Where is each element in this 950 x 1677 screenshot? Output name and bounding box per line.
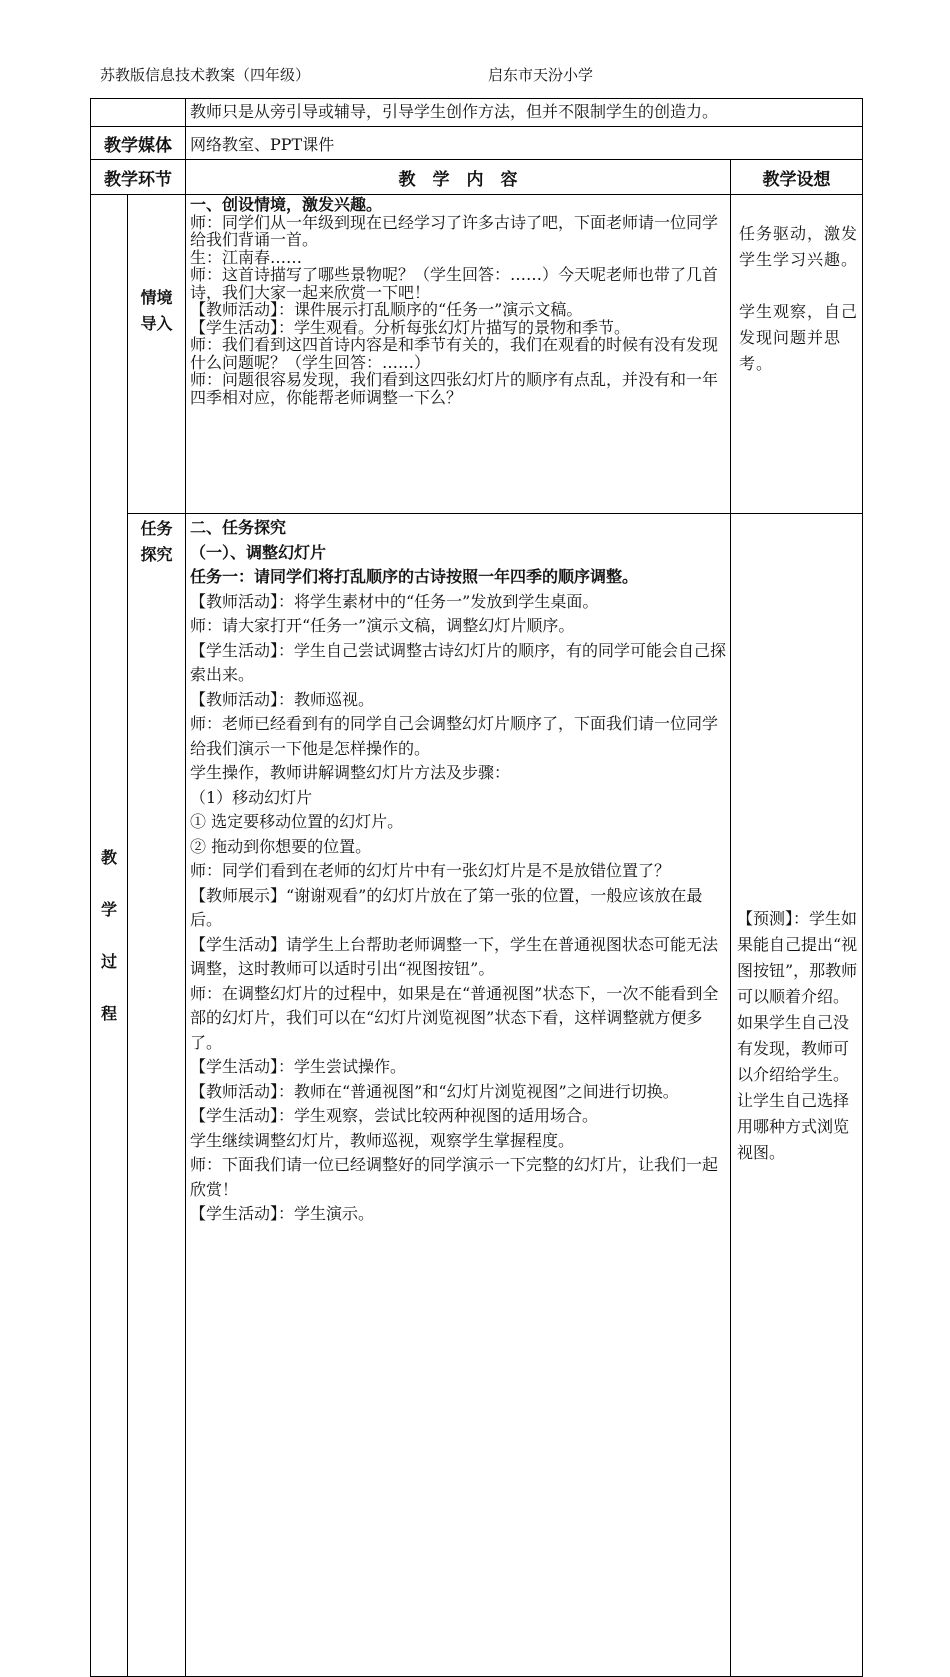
section2-line: 【教师活动】：将学生素材中的“任务一”发放到学生桌面。 <box>190 591 599 611</box>
section2-line: 【学生活动】请学生上台帮助老师调整一下，学生在普通视图状态可能无法调整，这时教师可以适时引出“视图按钮”。 <box>190 934 719 978</box>
media-label: 教学媒体 <box>91 127 186 160</box>
section2-label-text: 任务探究 <box>140 519 173 564</box>
section2-line: 【学生活动】：学生观察，尝试比较两种视图的适用场合。 <box>190 1106 599 1125</box>
section2-note: 【预测】：学生如果能自己提出“视图按钮”，那教师可以顺着介绍。如果学生自己没有发现，教师可以介绍给学生。让学生自己选择用哪种方式浏览视图。 <box>737 909 858 1162</box>
intro-row <box>91 99 863 127</box>
section2-line: 【教师活动】：教师巡视。 <box>190 689 375 709</box>
section2-line: 【学生活动】：学生尝试操作。 <box>190 1057 407 1076</box>
col-stage-header: 教学环节 <box>91 160 186 195</box>
section1-line: 生：江南春…… <box>190 247 303 267</box>
section2-subheading: （一）、调整幻灯片 <box>190 542 327 562</box>
section2-line: 师：请大家打开“任务一”演示文稿，调整幻灯片顺序。 <box>190 616 575 635</box>
section2-row <box>91 514 863 1677</box>
section1-label <box>128 195 186 514</box>
intro-empty-cell <box>91 99 186 127</box>
col-design-header: 教学设想 <box>731 160 863 195</box>
section2-line: 【学生活动】：学生自己尝试调整古诗幻灯片的顺序，有的同学可能会自己探索出来。 <box>190 640 727 684</box>
section2-line: 学生操作，教师讲解调整幻灯片方法及步骤： <box>190 763 511 782</box>
section2-content <box>186 514 731 1677</box>
section1-notes <box>731 195 863 514</box>
section1-line: 师：同学们从一年级到现在已经学习了许多古诗了吧，下面老师请一位同学给我们背诵一首。 <box>190 212 719 249</box>
lesson-plan-table <box>90 98 863 1677</box>
media-row <box>91 127 863 160</box>
media-value: 网络教室、PPT课件 <box>186 127 863 160</box>
section2-line: 师：老师已经看到有的同学自己会调整幻灯片顺序了，下面我们请一位同学给我们演示一下他是怎样操作的。 <box>190 714 719 758</box>
section2-line: 学生继续调整幻灯片，教师巡视，观察学生掌握程度。 <box>190 1130 575 1150</box>
process-char-1: 教 <box>100 847 117 867</box>
page-header <box>100 64 860 88</box>
column-header-row <box>91 160 863 195</box>
section2-heading: 二、任务探究 <box>190 518 287 537</box>
intro-text: 教师只是从旁引导或辅导，引导学生创作方法，但并不限制学生的创造力。 <box>186 99 863 127</box>
section1-line: 师：这首诗描写了哪些景物呢？（学生回答：……）今天呢老师也带了几首诗，我们大家一起来欣赏一下吧！ <box>190 265 719 302</box>
section2-line: 【教师活动】：教师在“普通视图”和“幻灯片浏览视图”之间进行切换。 <box>190 1081 679 1101</box>
section1-content <box>186 195 731 514</box>
section2-line: 师：在调整幻灯片的过程中，如果是在“普通视图”状态下，一次不能看到全部的幻灯片，我们可以在“幻灯片浏览视图”状态下看，这样调整就方便多了。 <box>190 983 719 1052</box>
section1-heading: 一、创设情境，激发兴趣。 <box>190 195 383 214</box>
section2-line: 【学生活动】：学生演示。 <box>190 1204 375 1223</box>
header-left: 苏教版信息技术教案（四年级） <box>100 66 311 84</box>
section1-note-2: 学生观察，自己发现问题并思考。 <box>739 302 859 373</box>
section1-note-1: 任务驱动，激发学生学习兴趣。 <box>739 224 859 269</box>
section1-label-text: 情境导入 <box>140 288 173 333</box>
section1-line: 【教师活动】：课件展示打乱顺序的“任务一”演示文稿。 <box>190 300 583 319</box>
section2-line: （1）移动幻灯片 <box>190 787 313 807</box>
section1-row <box>91 195 863 514</box>
col-content-header: 教 学 内 容 <box>186 160 731 195</box>
section2-line: ② 拖动到你想要的位置。 <box>190 836 372 856</box>
section1-line: 【学生活动】：学生观看。分析每张幻灯片描写的景物和季节。 <box>190 317 631 337</box>
process-char-4: 程 <box>100 1003 117 1023</box>
section1-line: 师：问题很容易发现，我们看到这四张幻灯片的顺序有点乱，并没有和一年四季相对应，你能帮老师调整一下么？ <box>190 370 719 407</box>
process-char-3: 过 <box>100 951 117 971</box>
section1-line: 师：我们看到这四首诗内容是和季节有关的，我们在观看的时候有没有发现什么问题呢？（学生回答：……） <box>190 335 719 372</box>
section2-line: 【教师展示】“谢谢观看”的幻灯片放在了第一张的位置，一般应该放在最后。 <box>190 885 703 929</box>
header-right: 启东市天汾小学 <box>488 66 594 84</box>
section2-line: 师：下面我们请一位已经调整好的同学演示一下完整的幻灯片，让我们一起欣赏！ <box>190 1155 719 1199</box>
section2-line: 师：同学们看到在老师的幻灯片中有一张幻灯片是不是放错位置了？ <box>190 861 671 880</box>
section2-label <box>128 514 186 1677</box>
section2-task: 任务一：请同学们将打乱顺序的古诗按照一年四季的顺序调整。 <box>190 567 639 586</box>
process-char-2: 学 <box>100 899 117 919</box>
note-spacer <box>739 273 858 299</box>
section2-line: ① 选定要移动位置的幻灯片。 <box>190 812 404 831</box>
section2-notes <box>731 514 863 1677</box>
process-label <box>91 195 128 1677</box>
